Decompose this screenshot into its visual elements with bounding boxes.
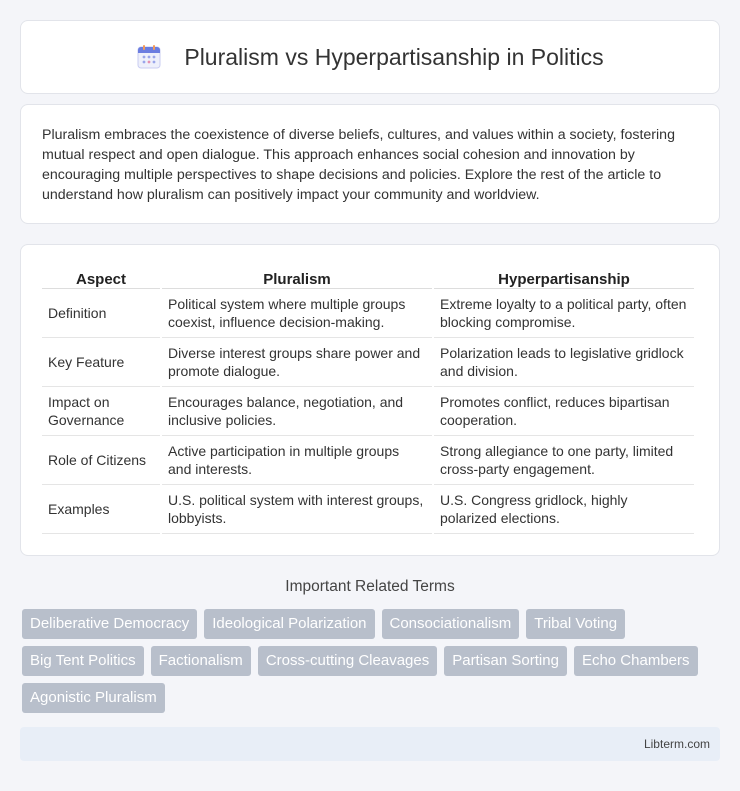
footer-brand[interactable]: Libterm.com — [643, 737, 710, 751]
table-row — [42, 389, 694, 436]
tag-echo-chambers[interactable]: Echo Chambers — [574, 646, 698, 676]
cell-pluralism: Political system where multiple groups coexist, influence decision-making. — [162, 291, 432, 338]
tag-ideological-polarization[interactable]: Ideological Polarization — [204, 609, 374, 639]
tag-consociationalism[interactable]: Consociationalism — [382, 609, 520, 639]
tag-tribal-voting[interactable]: Tribal Voting — [526, 609, 625, 639]
calendar-icon — [136, 44, 162, 70]
table-header-row — [42, 267, 694, 289]
tag-cross-cutting-cleavages[interactable]: Cross-cutting Cleavages — [258, 646, 437, 676]
tag-deliberative-democracy[interactable]: Deliberative Democracy — [22, 609, 197, 639]
tag-big-tent-politics[interactable]: Big Tent Politics — [22, 646, 144, 676]
cell-aspect: Role of Citizens — [42, 438, 160, 485]
cell-pluralism: Active participation in multiple groups and interests. — [162, 438, 432, 485]
footer — [20, 727, 720, 761]
cell-pluralism: Encourages balance, negotiation, and inclusive policies. — [162, 389, 432, 436]
table-row — [42, 487, 694, 534]
related-terms-title: Important Related Terms — [285, 578, 455, 595]
header-pluralism: Pluralism — [162, 267, 432, 289]
cell-hyperpartisanship: Strong allegiance to one party, limited cross-party engagement. — [434, 438, 694, 485]
table-row — [42, 291, 694, 338]
comparison-table — [40, 265, 696, 536]
intro-text: Pluralism embraces the coexistence of diverse beliefs, cultures, and values within a society, fostering mutual respect and open dialogue. This approach enhances social cohesion and innovation by encouraging multiple perspectives to shape decisions and policies. Explore the rest of the article to understand how pluralism can positively impact your community and worldview. — [42, 127, 675, 203]
header-card — [20, 20, 720, 94]
cell-hyperpartisanship: Promotes conflict, reduces bipartisan cooperation. — [434, 389, 694, 436]
page-title: Pluralism vs Hyperpartisanship in Politics — [184, 43, 604, 70]
cell-hyperpartisanship: Extreme loyalty to a political party, often blocking compromise. — [434, 291, 694, 338]
header-hyperpartisanship: Hyperpartisanship — [434, 267, 694, 289]
cell-aspect: Key Feature — [42, 340, 160, 387]
comparison-table-card — [20, 244, 720, 556]
related-terms-tags — [22, 609, 722, 713]
table-row — [42, 340, 694, 387]
tag-partisan-sorting[interactable]: Partisan Sorting — [444, 646, 567, 676]
intro-card — [20, 104, 720, 224]
cell-hyperpartisanship: Polarization leads to legislative gridlock and division. — [434, 340, 694, 387]
cell-aspect: Definition — [42, 291, 160, 338]
cell-pluralism: U.S. political system with interest groups, lobbyists. — [162, 487, 432, 534]
tag-factionalism[interactable]: Factionalism — [151, 646, 251, 676]
table-row — [42, 438, 694, 485]
tag-agonistic-pluralism[interactable]: Agonistic Pluralism — [22, 683, 165, 713]
cell-hyperpartisanship: U.S. Congress gridlock, highly polarized elections. — [434, 487, 694, 534]
cell-aspect: Examples — [42, 487, 160, 534]
header-aspect: Aspect — [42, 267, 160, 289]
cell-pluralism: Diverse interest groups share power and promote dialogue. — [162, 340, 432, 387]
cell-aspect: Impact on Governance — [42, 389, 160, 436]
